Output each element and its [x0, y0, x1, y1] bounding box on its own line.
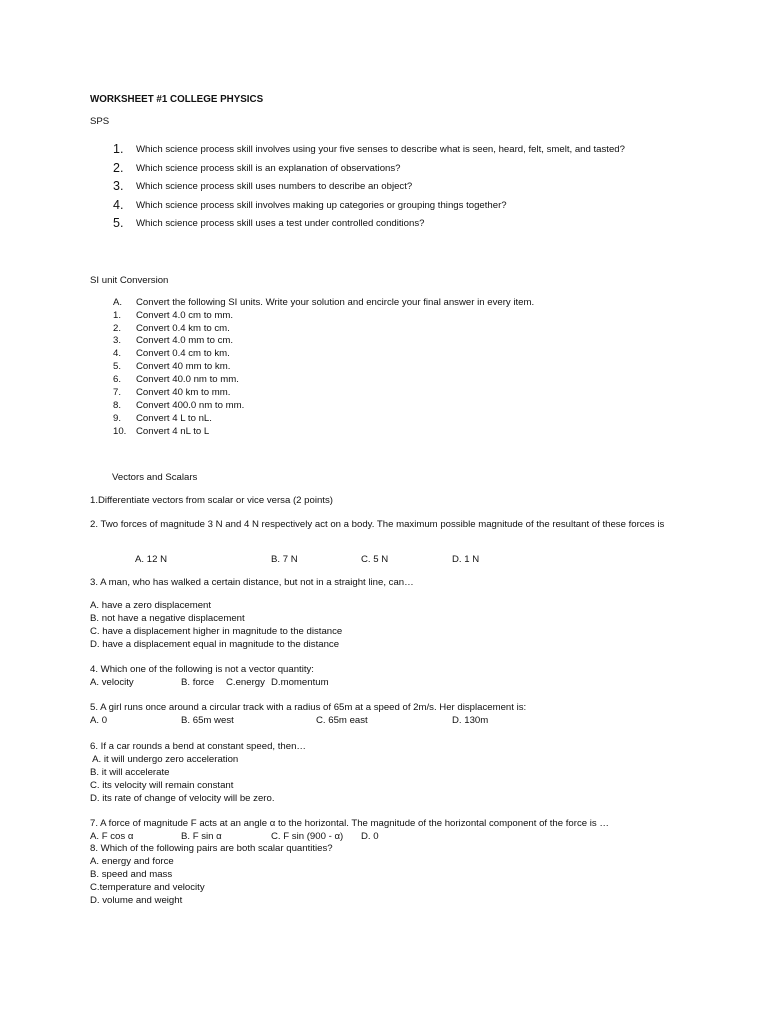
list-item-number: 1. — [113, 310, 122, 321]
list-item: Which science process skill is an explanation of observations? — [136, 163, 401, 174]
list-item-number: 7. — [113, 387, 122, 398]
worksheet-title: WORKSHEET #1 COLLEGE PHYSICS — [90, 94, 264, 105]
list-item: Convert the following SI units. Write your solution and encircle your final answer in every item. — [136, 297, 535, 308]
option-a: A. 0 — [90, 715, 108, 726]
list-item: Which science process skill involves making up categories or grouping things together? — [136, 200, 507, 211]
list-item-number: A. — [113, 297, 123, 308]
list-item: Convert 0.4 km to cm. — [136, 323, 230, 334]
question-7: 7. A force of magnitude F acts at an angle α to the horizontal. The magnitude of the horizontal component of the force is … — [90, 818, 609, 829]
question-2: 2. Two forces of magnitude 3 N and 4 N respectively act on a body. The maximum possible magnitude of the resultant of these forces is — [90, 519, 665, 530]
option-b: B. speed and mass — [90, 869, 173, 880]
option-b: B. force — [181, 677, 215, 688]
option-a: A. have a zero displacement — [90, 600, 212, 611]
option-b: B. 7 N — [271, 554, 298, 565]
list-item: Convert 40 km to mm. — [136, 387, 231, 398]
list-item: Convert 40 mm to km. — [136, 361, 231, 372]
option-d: D. 0 — [361, 831, 379, 842]
list-item: Convert 400.0 nm to mm. — [136, 400, 245, 411]
option-a: A. F cos α — [90, 831, 134, 842]
list-item: Convert 0.4 cm to km. — [136, 348, 230, 359]
question-8: 8. Which of the following pairs are both scalar quantities? — [90, 843, 333, 854]
list-item: Which science process skill involves using your five senses to describe what is seen, heard, felt, smelt, and tasted? — [136, 144, 625, 155]
option-c: C. 65m east — [316, 715, 368, 726]
question-5: 5. A girl runs once around a circular track with a radius of 65m at a speed of 2m/s. Her displacement is: — [90, 702, 527, 713]
option-c: C. 5 N — [361, 554, 389, 565]
option-d: D. volume and weight — [90, 895, 183, 906]
list-item: Convert 4.0 cm to mm. — [136, 310, 234, 321]
list-item-number: 6. — [113, 374, 122, 385]
option-d: D. 130m — [452, 715, 489, 726]
list-item: Convert 4 nL to L — [136, 426, 210, 437]
list-item-number: 2. — [113, 323, 122, 334]
list-item-number: 4. — [113, 198, 124, 212]
list-item: Which science process skill uses numbers to describe an object? — [136, 181, 413, 192]
list-item-number: 1. — [113, 142, 124, 156]
option-c: C. have a displacement higher in magnitude to the distance — [90, 626, 343, 637]
option-a: A. it will undergo zero acceleration — [90, 754, 239, 765]
list-item: Convert 40.0 nm to mm. — [136, 374, 239, 385]
option-c: C. its velocity will remain constant — [90, 780, 234, 791]
option-b: B. not have a negative displacement — [90, 613, 245, 624]
list-item: Convert 4.0 mm to cm. — [136, 335, 234, 346]
list-item-number: 8. — [113, 400, 122, 411]
option-d: D. have a displacement equal in magnitude to the distance — [90, 639, 340, 650]
list-item-number: 4. — [113, 348, 122, 359]
list-item-number: 5. — [113, 216, 124, 230]
option-d: D.momentum — [271, 677, 329, 688]
option-c: C. F sin (900 - α) — [271, 831, 344, 842]
question-4: 4. Which one of the following is not a vector quantity: — [90, 664, 314, 675]
option-b: B. it will accelerate — [90, 767, 170, 778]
si-heading: SI unit Conversion — [90, 275, 169, 286]
question-1: 1.Differentiate vectors from scalar or vice versa (2 points) — [90, 495, 333, 506]
option-c: C.energy — [226, 677, 265, 688]
list-item-number: 5. — [113, 361, 122, 372]
option-b: B. F sin α — [181, 831, 222, 842]
list-item-number: 3. — [113, 179, 124, 193]
option-d: D. 1 N — [452, 554, 480, 565]
option-b: B. 65m west — [181, 715, 234, 726]
sps-heading: SPS — [90, 116, 110, 127]
option-a: A. velocity — [90, 677, 134, 688]
option-d: D. its rate of change of velocity will be zero. — [90, 793, 275, 804]
vectors-heading: Vectors and Scalars — [112, 472, 198, 483]
question-3: 3. A man, who has walked a certain distance, but not in a straight line, can… — [90, 577, 414, 588]
list-item-number: 3. — [113, 335, 122, 346]
list-item: Which science process skill uses a test under controlled conditions? — [136, 218, 425, 229]
list-item-number: 2. — [113, 161, 124, 175]
list-item: Convert 4 L to nL. — [136, 413, 212, 424]
option-a: A. 12 N — [135, 554, 167, 565]
question-6: 6. If a car rounds a bend at constant speed, then… — [90, 741, 306, 752]
option-c: C.temperature and velocity — [90, 882, 205, 893]
list-item-number: 10. — [113, 426, 127, 437]
option-a: A. energy and force — [90, 856, 174, 867]
list-item-number: 9. — [113, 413, 122, 424]
